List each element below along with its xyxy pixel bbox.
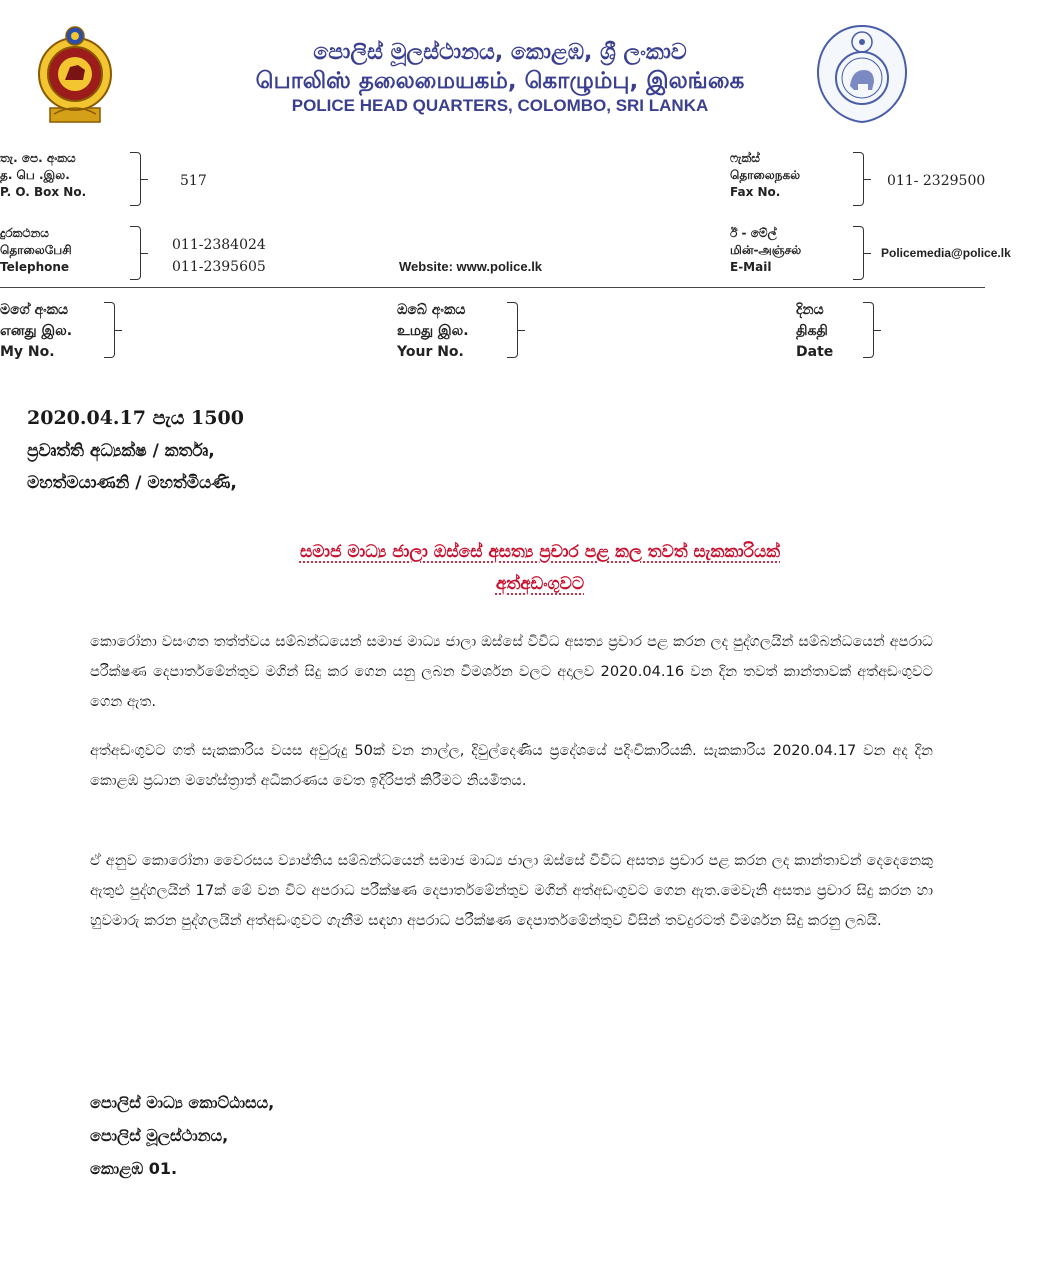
email-label-ta: மின்-அஞ்சல் — [730, 243, 802, 257]
pobox-label-en: P. O. Box No. — [0, 185, 87, 199]
telephone-label — [0, 225, 72, 276]
sri-lanka-emblem-icon — [34, 22, 116, 126]
my-no-brace — [104, 302, 115, 358]
signoff-line-1: පොලිස් මාධ්‍ය කොට්ඨාසය, — [90, 1093, 275, 1112]
salutation-line-1: ප්‍රවෘත්ති අධ්‍යක්ෂ / කර්තෘ, — [27, 441, 215, 461]
release-title-line-1: සමාජ මාධ්‍ය ජාලා ඔස්සේ අසත්‍ය ප්‍රචාර පළ කල තවත් සැකකාරියක් — [299, 542, 781, 562]
telephone-brace — [130, 226, 141, 280]
website-link[interactable]: Website: www.police.lk — [399, 259, 543, 274]
paragraph-1: කොරෝනා වසංගත තත්ත්වය සම්බන්ධයෙන් සමාජ මාධ්‍ය ජාලා ඔස්සේ විවිධ අසත්‍ය ප්‍රචාර පළ කරන ලද පුද්ගලයින් සම්බන්ධයෙන් අපරාධ පරීක්ෂණ දෙපාර්තමේන්තුව මගින් සිදු කර ගෙන යනු ලබන විමර්ශන වලට අදාලව 2020.04.16 වන දින තවත් කාන්තාවක් අත්අඩංගුවට ගෙන ඇත. — [90, 633, 933, 710]
header-divider — [0, 287, 985, 288]
email-brace — [853, 226, 864, 280]
date-label-en: Date — [796, 344, 834, 360]
header-title-sinhala: පොලිස් මූලස්ථානය, කොළඹ, ශ්‍රී ලංකාව — [313, 40, 687, 65]
release-title-line-2: අත්අඩංගුවට — [495, 574, 585, 594]
signoff-line-3: කොළඹ 01. — [90, 1159, 178, 1178]
release-date-time: 2020.04.17 පැය 1500 — [27, 407, 244, 429]
pobox-label — [0, 150, 86, 201]
email-label-si: ඊ - මේල් — [730, 226, 777, 240]
salutation-line-2: මහත්මයාණනි / මහත්මියණි, — [27, 473, 237, 493]
date-label-ta: திகதி — [796, 323, 828, 339]
fax-label-en: Fax No. — [730, 185, 781, 199]
my-no-label-ta: எனது இல. — [0, 323, 73, 339]
email-value[interactable]: Policemedia@police.lk — [881, 246, 1011, 260]
pobox-label-ta: த. பெ .இல. — [0, 168, 70, 182]
date-label — [796, 300, 833, 363]
your-no-label-si: ඔබේ අංකය — [397, 302, 466, 318]
telephone-value-1: 011-2384024 — [172, 237, 266, 253]
paragraph-3: ඒ අනුව කොරෝනා වෛරසය ව්‍යාප්තිය සම්බන්ධයෙන් සමාජ මාධ්‍ය ජාලා ඔස්සේ විවිධ අසත්‍ය ප්‍රචාර පළ කරන ලද කාන්තාවන් දෙදෙනෙකු ඇතුළු පුද්ගලයින් 17ක් මේ වන විට අපරාධ පරීක්ෂණ දෙපාර්තමේන්තුව මගින් අත්අඩංගුවට ගෙන ඇත.මෙවැනි අසත්‍ය ප්‍රචාර සිදු කරන හා හුවමාරු කරන පුද්ගලයින් අත්අඩංගුවට ගැනීම සඳහා අපරාධ පරීක්ෂණ දෙපාර්තමේන්තුව විසින් තවදුරටත් විමර්ශන සිදු කරනු ලබයි. — [90, 852, 933, 929]
pobox-value: 517 — [180, 173, 207, 189]
telephone-label-si: දුරකථනය — [0, 226, 49, 240]
your-no-label-en: Your No. — [397, 344, 464, 360]
fax-brace — [853, 152, 864, 206]
pobox-label-si: තැ. පෙ. අංකය — [0, 151, 76, 165]
fax-label-ta: தொலைநகல் — [730, 168, 801, 182]
telephone-label-en: Telephone — [0, 260, 70, 274]
my-no-label — [0, 300, 72, 363]
my-no-label-si: මගේ අංකය — [0, 302, 69, 318]
telephone-label-ta: தொலைபேசி — [0, 243, 72, 257]
email-label-en: E-Mail — [730, 260, 772, 274]
my-no-label-en: My No. — [0, 344, 55, 360]
fax-value: 011- 2329500 — [887, 173, 986, 189]
your-no-brace — [507, 302, 518, 358]
pobox-brace — [130, 152, 141, 206]
email-label — [730, 225, 801, 276]
fax-label — [730, 150, 800, 201]
date-label-si: දිනය — [796, 302, 824, 318]
telephone-value-2: 011-2395605 — [172, 259, 266, 275]
paragraph-2: අත්අඩංගුවට ගත් සැකකාරිය වයස අවුරුදු 50ක් වන නාල්ල, දිවුල්දෙණිය ප්‍රදේශයේ පදිංචිකාරියකි. සැකකාරිය 2020.04.17 වන අද දින කොළඹ ප්‍රධාන මහේස්ත්‍රාත් අධිකරණය වෙත ඉදිරිපත් කිරීමට නියමිතය. — [90, 742, 933, 789]
header-title-english: POLICE HEAD QUARTERS, COLOMBO, SRI LANKA — [291, 96, 709, 115]
date-brace — [863, 302, 874, 358]
signoff-line-2: පොලිස් මූලස්ථානය, — [90, 1126, 229, 1145]
header-title-tamil: பொலிஸ் தலைமையகம், கொழும்பு, இலங்கை — [255, 68, 745, 94]
your-no-label-ta: உமது இல. — [397, 323, 469, 339]
fax-label-si: ෆැක්ස් — [730, 151, 760, 165]
your-no-label — [397, 300, 469, 363]
